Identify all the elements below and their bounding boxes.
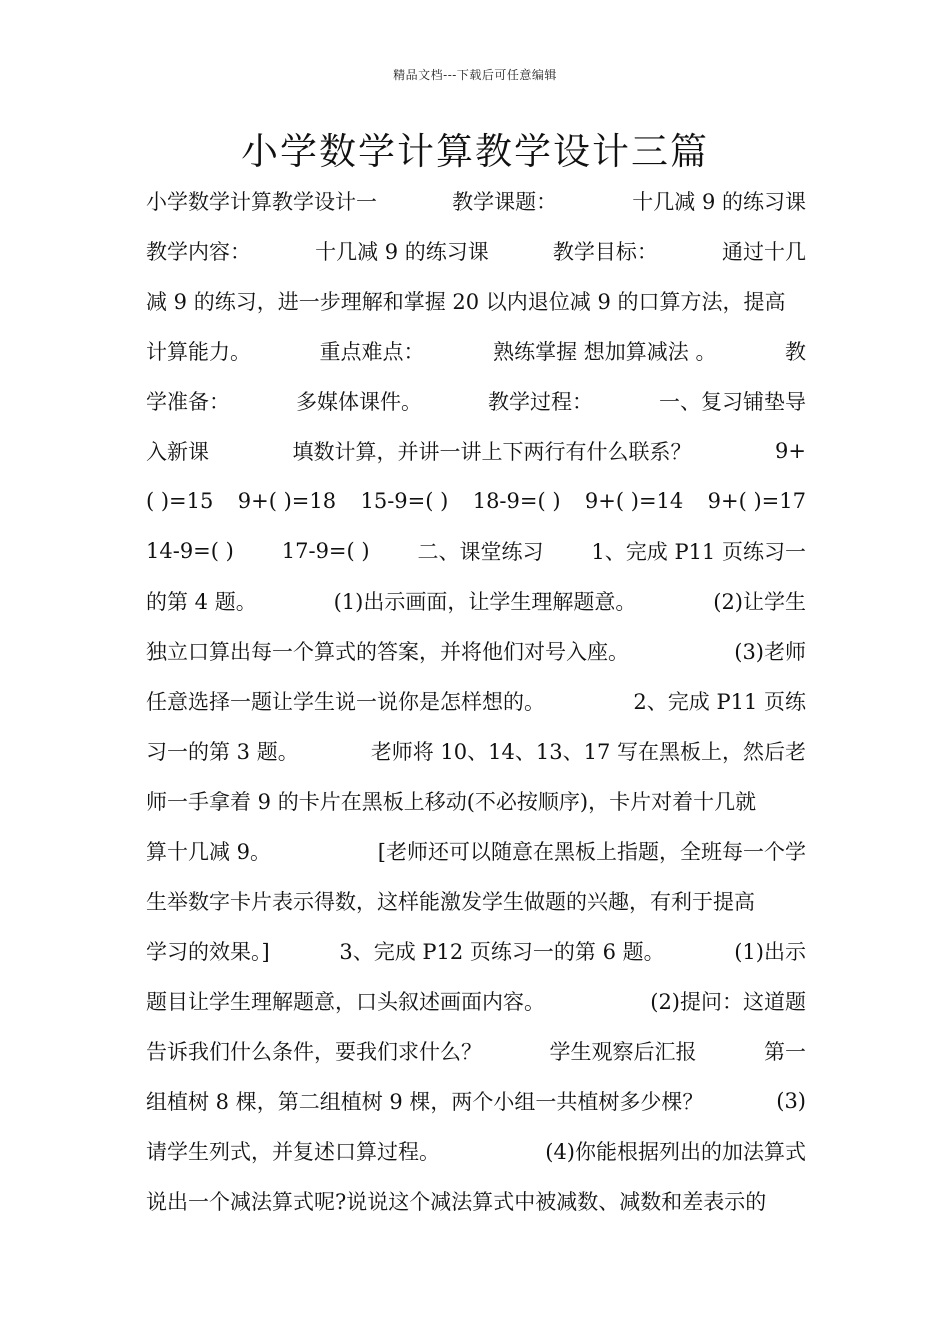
text-segment: 学准备： <box>146 390 230 414</box>
text-segment: 15-9=( ) <box>360 489 449 513</box>
text-line <box>146 426 806 476</box>
text-segment: 入新课 <box>146 440 209 464</box>
text-line <box>146 1176 806 1226</box>
text-segment: 组植树 8 棵，第二组植树 9 棵，两个小组一共植树多少棵？ <box>146 1090 704 1114</box>
text-segment: 通过十几 <box>722 240 806 264</box>
text-segment: (2)提问：这道题 <box>650 990 806 1014</box>
text-line <box>146 676 806 726</box>
body-text <box>146 176 806 1226</box>
text-line <box>146 926 806 976</box>
text-segment: 教学过程： <box>488 390 593 414</box>
text-line <box>146 626 806 676</box>
text-segment: 说出一个减法算式呢?说说这个减法算式中被减数、减数和差表示的 <box>146 1190 767 1214</box>
text-segment: 教 <box>785 340 806 364</box>
text-segment: 师一手拿着 9 的卡片在黑板上移动(不必按顺序)，卡片对着十几就 <box>146 790 757 814</box>
text-segment: 十几减 9 的练习课 <box>315 240 489 264</box>
text-segment: 减 9 的练习，进一步理解和掌握 20 以内退位减 9 的口算方法，提高 <box>146 290 786 314</box>
text-segment: 3、完成 P12 页练习一的第 6 题。 <box>339 940 665 964</box>
text-line <box>146 1076 806 1126</box>
text-segment: (1)出示 <box>734 940 806 964</box>
text-segment: 17-9=( ) <box>281 539 370 563</box>
text-segment: [老师还可以随意在黑板上指题，全班每一个学 <box>377 840 806 864</box>
text-line <box>146 576 806 626</box>
text-line <box>146 1126 806 1176</box>
text-segment: (4)你能根据列出的加法算式 <box>545 1140 806 1164</box>
text-segment: 2、完成 P11 页练 <box>633 690 806 714</box>
text-line <box>146 976 806 1026</box>
text-segment: 任意选择一题让学生说一说你是怎样想的。 <box>146 690 545 714</box>
text-segment: 习一的第 3 题。 <box>146 740 299 764</box>
text-segment: (1)出示画面，让学生理解题意。 <box>333 590 637 614</box>
text-segment: 算十几减 9。 <box>146 840 272 864</box>
text-segment: 学习的效果。] <box>146 940 270 964</box>
text-segment: ( )=15 <box>146 489 214 513</box>
text-segment: (2)让学生 <box>713 590 806 614</box>
text-line <box>146 276 806 326</box>
text-segment: 独立口算出每一个算式的答案，并将他们对号入座。 <box>146 640 629 664</box>
text-segment: 计算能力。 <box>146 340 251 364</box>
text-line <box>146 1026 806 1076</box>
text-segment: 9+( )=18 <box>237 489 337 513</box>
text-segment: 一、复习铺垫导 <box>659 390 806 414</box>
text-segment: 教学内容： <box>146 240 251 264</box>
text-segment: 9+( )=14 <box>584 489 684 513</box>
text-line <box>146 176 806 226</box>
text-segment: 二、课堂练习 <box>417 540 544 564</box>
text-segment: 教学课题： <box>452 190 558 214</box>
text-line <box>146 526 806 576</box>
text-segment: 第一 <box>764 1040 806 1064</box>
text-segment: 多媒体课件。 <box>296 390 422 414</box>
text-line <box>146 376 806 426</box>
text-segment: (3)老师 <box>734 640 806 664</box>
text-segment: 填数计算，并讲一讲上下两行有什么联系？ <box>292 440 692 464</box>
text-segment: 9+ <box>775 439 806 463</box>
text-segment: 14-9=( ) <box>146 539 234 563</box>
text-line <box>146 476 806 526</box>
text-segment: 请学生列式，并复述口算过程。 <box>146 1140 440 1164</box>
text-segment: 告诉我们什么条件，要我们求什么？ <box>146 1040 482 1064</box>
text-segment: 熟练掌握 想加算减法 。 <box>493 340 717 364</box>
text-segment: 1、完成 P11 页练习一 <box>591 540 806 564</box>
text-segment: 题目让学生理解题意，口头叙述画面内容。 <box>146 990 545 1014</box>
text-segment: 18-9=( ) <box>472 489 561 513</box>
text-segment: 小学数学计算教学设计一 <box>146 190 377 214</box>
text-segment: 十几减 9 的练习课 <box>632 190 806 214</box>
text-segment: 学生观察后汇报 <box>549 1040 697 1064</box>
text-segment: 老师将 10、14、13、17 写在黑板上，然后老 <box>370 740 806 764</box>
header-note: 精品文档---下载后可任意编辑 <box>393 68 557 82</box>
text-segment: 9+( )=17 <box>707 489 806 513</box>
text-segment: 教学目标： <box>552 240 658 264</box>
text-segment: 的第 4 题。 <box>146 590 257 614</box>
text-line <box>146 726 806 776</box>
text-line <box>146 826 806 876</box>
text-line <box>146 776 806 826</box>
text-line <box>146 226 806 276</box>
text-segment: (3) <box>776 1089 806 1113</box>
text-line <box>146 876 806 926</box>
text-line <box>146 326 806 376</box>
text-segment: 生举数字卡片表示得数，这样能激发学生做题的兴趣，有利于提高 <box>146 890 755 914</box>
text-segment: 重点难点： <box>319 340 425 364</box>
document-title: 小学数学计算教学设计三篇 <box>241 130 709 173</box>
